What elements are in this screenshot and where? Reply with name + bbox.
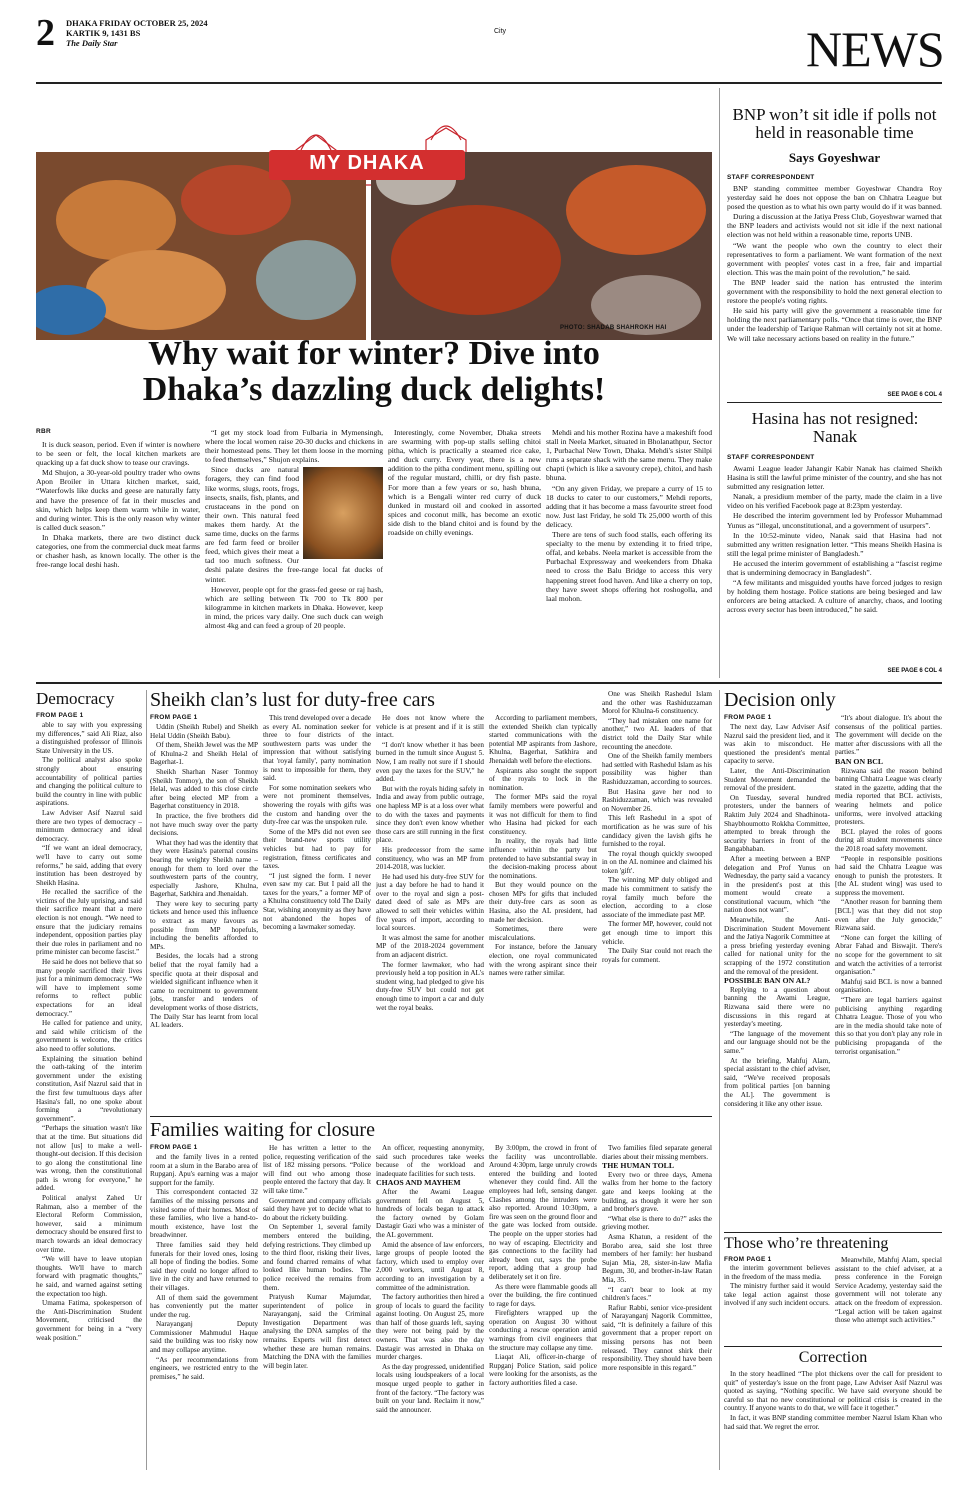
correction-body — [724, 1370, 942, 1470]
paragraph: Of them, Sheikh Jewel was the MP of Khulna-2 and Sheikh Helal of Bagerhat-1. — [150, 741, 258, 767]
paragraph: Amid the absence of law enforcers, large groups of people looted the factory, which used to employ over 2,000 workers, until August 8, according to an investigation by a committee of the administration. — [376, 1240, 484, 1292]
bnp-continued: SEE PAGE 6 COL 4 — [887, 392, 942, 398]
paragraph: On September 1, several family members entered the building, defying restrictions. They climbed up to the third floor, risking their lives, and found charred remains of what looked like human bodies. The police received the remains from them. — [263, 1223, 371, 1292]
paragraph: Aspirants also sought the support of the royals to lock in the nomination. — [489, 766, 597, 792]
paragraph: Some of the MPs did not even see their brand-new sports utility vehicles but had to pay for registration, fitness certificates and taxes. — [263, 827, 371, 871]
paragraph: Since ducks are natural foragers, they can find food like worms, slugs, roots, frogs, insects, snails, fish, plants, and crustaceans in the pond on their own. This natural feed makes them hardy. At the same time, ducks on the farms are fed farm feed or broiler feed, which gives their meat a tad too much softness. Our deshi palate desires the free-range local fat ducks of winter. — [205, 465, 383, 584]
paragraph: The former MP, however, could not get enough time to import this vehicle. — [602, 920, 712, 946]
paragraph: During a discussion at the Jatiya Press Club, Goyeshwar warned that the BNP leaders and activists would not sit idle if the next national election was not held within a reasonable time, reports UNB. — [727, 212, 942, 240]
paragraph: Awami League leader Jahangir Kabir Nanak has claimed Sheikh Hasina is still the lawful prime minister of the country, and she has not submitted any resignation letter. — [727, 464, 942, 492]
paragraph: “It's about dialogue. It's about the consensus of the political parties. The government will decide on the matter after discussions with all the parties.” — [835, 714, 942, 757]
paragraph: Explaining the situation behind the oath-taking of the interim government under the existing constitution, Asif Nazrul said that in the first few tumultuous days after Hasina's fall, no one spoke about forming a “revolutionary government”. — [36, 1054, 142, 1123]
paragraph: The factory authorities then hired a group of locals to guard the facility against looting. On August 25, more than half of those guards left, saying they were not being paid by the owners. That was also the day Dastagir was arrested in Dhaka on murder charges. — [376, 1293, 484, 1362]
date-text: DHAKA FRIDAY OCTOBER 25, 2024 — [66, 18, 208, 28]
paragraph: In practice, the five brothers did not have much sway over the party decisions. — [150, 811, 258, 838]
paragraph: It is duck season, period. Even if winter is nowhere to be seen or felt, the local kitchen markets are quacking up a fat duck show to tease our cravings. — [36, 440, 200, 468]
paragraph: Pratyush Kumar Majumdar, superintendent of police in Narayanganj, said the Criminal Investigation Department was analysing the DNA samples of the remains. Experts will first detect whether these are human remains. Matching the DNA with the families will begin later. — [263, 1293, 371, 1370]
bnp-headline: BNP won’t sit idle if polls not held in reasonable time — [732, 105, 937, 142]
paragraph: Mahfuj said BCL is now a banned organisation. — [835, 977, 942, 995]
paragraph: “As per recommendations from engineers, we restricted entry to the premises,” he said. — [150, 1355, 258, 1381]
sheikh-col-5 — [602, 690, 712, 1111]
paragraph: Three families said they held funerals for their loved ones, losing all hope of finding the bodies. Some said they could no longer afford to live in the city and have returned to their villages. — [150, 1240, 258, 1292]
decision-from: FROM PAGE 1 — [724, 714, 772, 721]
families-col-4 — [489, 1144, 597, 1473]
correction-rule — [724, 1346, 942, 1347]
sheikh-col-1 — [150, 723, 258, 1111]
paragraph: After a meeting between a BNP delegation and Prof Yunus on Wednesday, the party said a vacancy in the president's post at this moment would create a constitutional vacuum, which “the nation does not want”. — [724, 854, 830, 915]
paragraph: In reality, the royals had little influence within the party but pretended to have substantial sway in the decision-making process about the nominations. — [489, 837, 597, 880]
paragraph: The winning MP duly obliged and made his commitment to satisfy the royal family much before the election, according to a close associate of the immediate past MP. — [602, 876, 712, 919]
democracy-headline: Democracy — [36, 689, 115, 708]
families-col-2 — [263, 1144, 371, 1473]
paragraph: He recalled the sacrifice of the victims of the July uprising, and said their sacrifice meant that a mere election is not enough. “We need to ensure that the judiciary remains independent, opposition parties play their due roles in parliament and no prime minister can become fascist.” — [36, 888, 142, 957]
paragraph: “I can't bear to look at my children's faces.” — [602, 1285, 712, 1303]
paragraph: Uddin (Sheikh Rubel) and Sheikh Helal Uddin (Sheikh Babu). — [150, 723, 258, 740]
paragraph: But with the royals hiding safely in India and away from public outrage, one hapless MP is at a loss over what to do with the taxes and payments since they don't even know whether those cars are still running in the first place. — [376, 784, 484, 845]
paragraph: Meanwhile, Mahfuj Alam, special assistant to the chief adviser, at a press conference in the Foreign Service Academy, yesterday said the government will not tolerate any attack on the freedom of expression. “Legal action will be taken against those who attempt such activities.” — [835, 1256, 942, 1325]
sheikh-col-3 — [376, 714, 484, 1111]
bnp-byline: STAFF CORRESPONDENT — [727, 174, 815, 181]
paragraph: “They had mistaken one name for another,” two AL leaders of that district told the Daily Star while recounting the anecdote. — [602, 716, 712, 751]
paragraph: Narayanganj Deputy Commissioner Mahmudul Haque said the building was too risky now and may collapse anytime. — [150, 1320, 258, 1355]
democracy-from: FROM PAGE 1 — [36, 712, 84, 719]
paragraph: The Daily Star could not reach the royals for comment. — [602, 947, 712, 964]
paragraph: They were key to securing party tickets and hence used this influence to extract as many favours as possible from MP hopefuls, including the benefits afforded to MPs. — [150, 899, 258, 951]
paragraph: Every two or three days, Amena walks from her home to the factory gate and keeps looking at the building, as though it were her son and brother's grave. — [602, 1170, 712, 1214]
lead-col-2 — [205, 428, 383, 652]
paragraph: By 3:00pm, the crowd in front of the facility was uncontrollable. Around 4:30pm, large unruly crowds entered the building and looted whenever they could find. All the employees had left, sensing danger. Clashes among the intruders were also reported. Around 10:30pm, a fire was seen on the ground floor and the gate was locked from outside. The people on the upper stories had no way of escaping. Electricity and gas connections to the facility had already been cut, says the probe report, adding that a group had deliberately set it on fire. — [489, 1144, 597, 1281]
paragraph: “What else is there to do?” asks the grieving mother. — [602, 1214, 712, 1232]
paragraph: Liaqat Ali, officer-in-charge of Rupganj Police Station, said police were looking for the arsonists, as the factory authorities filed a case. — [489, 1353, 597, 1388]
paragraph: “There are legal barriers against publicising anything regarding Chhatra League. Those of you who are in the media should take note of this so that you don't play any role in publicising propaganda of the terrorist organisation.” — [835, 996, 942, 1056]
decision-headline: Decision only — [724, 689, 836, 711]
paragraph: This trend developed over a decade as every AL nomination seeker for three to four districts of the southwestern parts was under the impression that without satisfying that 'royal family', party nomination is next to impossible for them, they said. — [263, 714, 371, 783]
paragraph: There are tens of such food stalls, each offering its specialty to the menu by extending it to fried tripe, offal, and kebabs. Neela market is accessible from the Purbachal Expressway and weekenders from Dhaka need to cross the Balu Bridge to access this very happening street food haven. And like a cherry on top, they have sweet shops offering hot roshogolla, and laal mohon. — [546, 530, 712, 603]
lead-illustration — [36, 90, 712, 340]
paragraph: Rafiur Rabbi, senior vice-president of Narayanganj Nagorik Committee, said, “It is definitely a failure of this government that a proper report on missing persons has not been released. They cannot shirk their responsibility. They should have been more responsible in this regard.” — [602, 1303, 712, 1372]
paragraph: Later, the Anti-Discrimination Student Movement demanded the removal of the president. — [724, 766, 830, 793]
paragraph: The political analyst also spoke strongly about ensuring accountability of political parties and changing the political culture to build the country in line with public aspirations. — [36, 756, 142, 808]
decision-subhead-ban-al: POSSIBLE BAN ON AL? — [724, 976, 811, 986]
decision-col-2 — [835, 714, 942, 1228]
paragraph: He has written a letter to the police, requesting verification of the list of 182 missing persons. “Police will find out who among those people entered the factory that day. It will take time.” — [263, 1144, 371, 1195]
duck-curry-photo — [303, 467, 383, 559]
threat-col-2 — [835, 1256, 942, 1344]
paragraph: He had used his duty-free SUV for just a day before he had to hand it over to the royal and sign a post-dated deed of sale as MPs are allowed to sell their vehicles within five years of import, according to local sources. — [376, 872, 484, 933]
paragraph: “Another reason for banning them [BCL] was that they did not stop even after the July genocide,” Rizwana said. — [835, 898, 942, 933]
correction-headline: Correction — [798, 1349, 868, 1366]
paragraph: He said his party will give the government a reasonable time for holding the next parliamentary polls. “Once that time is over, the BNP under the leadership of Tarique Rahman will certainly not sit at home. We will take necessary actions based on reality in the future.” — [727, 306, 942, 343]
paragraph: “If we want an ideal democracy, we'll have to carry out some reforms,” he said, adding that every institution has been destroyed by Sheikh Hasina. — [36, 844, 142, 887]
col-divider — [146, 690, 147, 1470]
paragraph: “The language of the movement and our language should not be the same.” — [724, 1029, 830, 1055]
paragraph: Md Shujon, a 30-year-old poultry trader who owns Apon Broiler in Uttara kitchen market, said, “Waterfowls like ducks and geese are naturally fatty and have the presence of fat in their muscles and skin, which helps keep them warm while in water, and during winter. This is the only reason why winter is called duck season.” — [36, 468, 200, 532]
paragraph: One was Sheikh Rashedul Islam and the other was Rashiduzzaman Morol for Khulna-6 constituency. — [602, 690, 712, 716]
paragraph: “None can forget the killing of Abrar Fahad and Biswajit. There's no scope for the government to sit and watch the activities of a terrorist organisation.” — [835, 933, 942, 977]
paragraph: “On any given Friday, we prepare a curry of 15 to 18 ducks to cater to our customers,” Mehdi reports, adding that it has become a mass favourite street food now. Just last Friday, he sold Tk 25,000 worth of this delicacy. — [546, 483, 712, 529]
masthead-rule — [36, 82, 942, 84]
paragraph: He accused the interim government of establishing a “fascist regime that is undermining democracy in Bangladesh”. — [727, 558, 942, 578]
paragraph: According to parliament members, the extended Sheikh clan typically started communications with the potential MP aspirants from Jashore, Khulna, Bagerhat, Satkhira and Jhenaidah well before the elections. — [489, 714, 597, 765]
paragraph: the interim government believes in the freedom of the mass media. — [724, 1264, 830, 1281]
families-col-3 — [376, 1144, 484, 1473]
section-label: City — [494, 28, 507, 35]
threat-col-1 — [724, 1264, 830, 1344]
paragraph: But they would pounce on the chosen MPs for gifts that included their duty-free cars as soon as Hasina, also the AL president, had made her decision. — [489, 881, 597, 924]
paragraph: The former MPs said the royal family members were powerful and it was not difficult for them to find who Hasina had picked for each constituency. — [489, 793, 597, 836]
photo-credit: PHOTO: SHADAB SHAHROKH HAI — [560, 325, 667, 331]
democracy-body — [36, 721, 142, 1473]
paragraph: Rizwana said the reason behind banning Chhatra League was clearly stated in the gazette, adding that the media reported that BCL activists, wearing helmets and police uniforms, were involved attacking protesters. — [835, 766, 942, 827]
hasina-headline: Hasina has not resigned: Nanak — [751, 409, 919, 446]
lead-col-1 — [36, 440, 200, 652]
sheikh-from: FROM PAGE 1 — [150, 714, 198, 721]
paragraph: As there were flammable goods all over the building, the fire continued to rage for days. — [489, 1282, 597, 1308]
paragraph: Nanak, a presidium member of the party, made the claim in a live video on his verified Facebook page at 8:23pm yesterday. — [727, 492, 942, 511]
paragraph: He called for patience and unity, and said while criticism of the government is welcome, the critics also need to offer solutions. — [36, 1019, 142, 1053]
paragraph: The former lawmaker, who had previously held a top position in AL's student wing, had pledged to give his duty-free SUV but could not get enough time to import a car and duly wet the royal beaks. — [376, 960, 484, 1012]
paragraph: Firefighters wrapped up the operation on August 30 without conducting a rescue operation amid warnings from civil engineers that the structure may collapse any time. — [489, 1309, 597, 1352]
families-col-1 — [150, 1153, 258, 1473]
sheikh-col-4 — [489, 714, 597, 1111]
paragraph: Sometimes, there were miscalculations. — [489, 925, 597, 942]
paragraph: “Perhaps the situation wasn't like that at the time. But situations did not allow [us] to make a well-thought-out decision. If this decision to go along the constitutional line was wrong, then the constitutional path is wrong for everyone,” he added. — [36, 1124, 142, 1193]
paragraph: For instance, before the January election, one royal communicated with the wrong aspirant since their names were rather similar. — [489, 943, 597, 978]
lead-headline — [36, 336, 712, 407]
paragraph: For some nomination seekers who were not prominent themselves, showering the royals with gifts was the custom and handing over the duty-free car was the unspoken rule. — [263, 783, 371, 827]
paragraph: Political analyst Zahed Ur Rahman, also a member of the Electoral Reform Commission, however, said a minimum democracy should be ensured first to march towards an ideal democracy over time. — [36, 1194, 142, 1254]
lead-byline: RBR — [36, 428, 51, 435]
paragraph: Two families filed separate general diaries about their missing members. — [602, 1144, 712, 1161]
paragraph: But Hasina gave her nod to Rashiduzzaman, which was revealed on November 26. — [602, 787, 712, 813]
page-number: 2 — [36, 12, 55, 54]
paragraph: “I just signed the form. I never even saw my car. But I paid all the taxes for the years,” a former MP of a Khulna constituency told The Daily Star, wishing anonymity as they have not abandoned the hopes of becoming a lawmaker someday. — [263, 871, 371, 932]
bnp-body — [727, 184, 942, 389]
lead-col-4 — [546, 428, 712, 652]
paragraph: He described the interim government led by Professor Muhammad Yunus as “illegal, unconstitutional, and a government of usurpers”. — [727, 511, 942, 530]
lead-col-3 — [388, 428, 541, 652]
paragraph: At the briefing, Mahfuj Alam, special assistant to the chief adviser, said, “We've received proposals from political parties [on banning the AL]. The government is considering it like any other issue. — [724, 1056, 830, 1108]
families-headline: Families waiting for closure — [150, 1119, 375, 1141]
date-line — [66, 18, 208, 48]
bnp-subhead: Says Goyeshwar — [788, 150, 881, 165]
paragraph: This left Rashedul in a spot of mortification as he was sure of his candidacy given the lavish gifts he furnished to the royal. — [602, 814, 712, 849]
paragraph: His predecessor from the same constituency, who was an MP from 2014-2018, was luckier. — [376, 845, 484, 872]
decision-col-1 — [724, 723, 830, 1228]
paragraph: “We want the people who own the country to elect their representatives to form a parliament. We want formation of the next government with peoples' votes cast in a free, fair and impartial election. This was the main point of the revolution,” he said. — [727, 240, 942, 277]
paragraph: The next day, Law Adviser Asif Nazrul said the president lied, and it was akin to misconduct. He questioned the president's mental capacity to serve. — [724, 723, 830, 766]
paragraph: He said he does not believe that so many people sacrificed their lives just for a minimum democracy. “We will have to implement some reforms to reflect public expectations for an ideal democracy.” — [36, 958, 142, 1018]
families-subhead-chaos: CHAOS AND MAYHEM — [376, 1178, 461, 1188]
paragraph: “I don't know whether it has been burned in the tumult since August 5. Now, I am really not sure if I should even pay the taxes for the SUV,” he added. — [376, 740, 484, 784]
paragraph: “We will have to leave utopian thoughts. We'll have to march forward with pragmatic thoughts,” he said, and warned against setting the expectation too high. — [36, 1255, 142, 1298]
paragraph: Asma Khatun, a resident of the Borabo area, said she lost three members of her family: her husband Sujan Mia, 28, sister-in-law Mafia Begum, 30, and brother-in-law Ratan Mia, 35. — [602, 1232, 712, 1284]
paragraph: Mehdi and his mother Rozina have a makeshift food stall in Neela Market, situated in Bholanathpur, Sector 1, Purbachal New Town, Dhaka. Mehdi's sister Shilpi runs a separate shack with the same menu. They make chapti (which is like a savoury crepe), chitoi, and hash bhuna. — [546, 428, 712, 483]
paragraph: It was almost the same for another MP of the 2018-2024 government from an adjacent district. — [376, 933, 484, 960]
paragraph: Meanwhile, the Anti-Discrimination Student Movement and the Jatiya Nagorik Committee at a press briefing yesterday evening called for national unity for the scrapping of the 1972 constitution and the removal of the president. — [724, 916, 830, 976]
paragraph: All of them said the government has conveniently put the matter under the rug. — [150, 1293, 258, 1319]
paragraph: Law Adviser Asif Nazrul said there are two types of democracy – minimum democracy and ideal democracy. — [36, 808, 142, 843]
paragraph: One of the Sheikh family members had settled with Rashedul Islam as his possibility was higher than Rashiduzzaman, according to sources. — [602, 752, 712, 786]
fold-rule — [36, 682, 942, 684]
paragraph: He does not know where the vehicle is at present and if it is still intact. — [376, 714, 484, 740]
bangla-date: KARTIK 9, 1431 BS — [66, 28, 141, 38]
lead-headline-line1: Why wait for winter? Dive into — [148, 335, 600, 372]
paragraph: In the 10:52-minute video, Nanak said that Hasina had not submitted any written resignation letter. “This means Sheikh Hasina is still the legal prime minister of Bangladesh.” — [727, 530, 942, 558]
sheikh-headline: Sheikh clan’s lust for duty-free cars — [150, 689, 435, 711]
paragraph: and the family lives in a rented room at a slum in the Barabo area of Rupganj. Apu's earning was a major support for the family. — [150, 1153, 258, 1187]
sheikh-col-2 — [263, 714, 371, 1111]
paragraph: BNP standing committee member Goyeshwar Chandra Roy yesterday said he does not oppose the ban on Chhatra League but posed the question as to what his own party would do if it was banned. — [727, 184, 942, 212]
section-title: NEWS — [806, 21, 944, 77]
paragraph: BCL played the roles of goons during all student movements since the 2018 road safety movement. — [835, 827, 942, 853]
paragraph: “A few militants and misguided youths have forced judges to resign by holding them hostage. Police stations are being besieged and law enforcers are being attacked. A culture of anarchy, chaos, and looting across every sector has been introduced,” he said. — [727, 578, 942, 615]
paragraph: In Dhaka markets, there are two distinct duck categories, one from the commercial duck meat farms or chasher hash, as known locally. The other is the free-range local deshi hash. — [36, 532, 200, 570]
hasina-body — [727, 464, 942, 664]
decision-subhead-bcl: BAN ON BCL — [835, 756, 884, 766]
paragraph: Umama Fatima, spokesperson of the Anti-Discrimination Student Movement, criticised the government for being in a “very weak position.” — [36, 1299, 142, 1342]
paragraph: What they had was the identity that they were Hasina's paternal cousins bearing the weighty Sheikh name – enough for them to lord over the southwestern parts of the country, especially Jashore, Khulna, Bagerhat, Satkhira and Jhenaidah. — [150, 838, 258, 899]
paragraph: However, people opt for the grass-fed geese or raj hash, which are selling between Tk 700 to Tk 800 per kilogramme in kitchen markets in Dhaka. However, keep in mind, the prices vary daily. One such duck can weigh almost 4kg and can feed a group of 20 people. — [205, 584, 383, 630]
right-rail-divider — [719, 88, 720, 678]
paragraph: This correspondent contacted 32 families of the missing persons and visited some of their homes. Most of these families, who live a hand-to-mouth existence, have lost the breadwinner. — [150, 1188, 258, 1240]
paragraph: “People in responsible positions had said the Chhatra League was enough to punish the protesters. It [the AL student wing] was used to suppress the movement. — [835, 854, 942, 897]
hasina-continued: SEE PAGE 6 COL 4 — [887, 668, 942, 674]
paragraph: As the day progressed, unidentified locals using loudspeakers of a local mosque urged people to gather in front of the factory. “The factory was built on your land. Reclaim it now,” said the announcer. — [376, 1362, 484, 1414]
paragraph: In fact, it was BNP standing committee member Nazrul Islam Khan who had said that. We regret the error. — [724, 1413, 942, 1431]
paragraph: In the story headlined “The plot thickens over the call for president to quit” of yesterday's issue on the front page, Law Adviser Asif Nazrul was quoted as saying, “Nothing specific. We have said everyone should be careful so that no new constitutional or political crisis is created in the country. If anyone wants to do that, we will face it together.” — [724, 1370, 942, 1413]
paragraph: On Tuesday, several hundred protesters, under the banners of Raktim July 2024 and Shadhinota-Shaybhoumotto Rokkha Committee, attempted to break through the security barriers in front of the Bangabhaban. — [724, 793, 830, 854]
paper-name: The Daily Star — [66, 38, 118, 48]
paragraph: The royal though quickly swooped in on the AL nominee and claimed his token 'gift'. — [602, 849, 712, 875]
paragraph: Government and company officials said they have yet to decide what to do about the rickety building. — [263, 1196, 371, 1222]
threat-from: FROM PAGE 1 — [724, 1256, 772, 1263]
paragraph: Sheikh Sharhan Naser Tonmoy (Sheikh Tonmoy), the son of Sheikh Helal, was added to this close circle after being elected MP from a Bagerhat constituency in 2018. — [150, 767, 258, 811]
threat-rule — [724, 1232, 942, 1233]
paragraph: able to say with you expressing my differences,” said Ali Riaz, also a distinguished professor of Illinois State University in the US. — [36, 721, 142, 755]
paragraph: The ministry further said it would take legal action against those involved if any such incident occurs. — [724, 1282, 830, 1308]
rail-rule — [727, 402, 942, 403]
families-rule — [150, 1116, 712, 1117]
col-divider — [719, 690, 720, 1470]
paragraph: An officer, requesting anonymity, said such procedures take weeks because of the workload and inadequate facilities for such tests. — [376, 1144, 484, 1178]
my-dhaka-banner-text: MY DHAKA — [309, 152, 425, 174]
lead-headline-line2: Dhaka’s dazzling duck delights! — [142, 370, 606, 408]
paragraph: After the Awami League government fell on August 5, hundreds of locals began to attack the factory owned by Golam Dastagir Gazi who was a minister of the AL government. — [376, 1187, 484, 1239]
paragraph: Replying to a question about banning the Awami League, Rizwana said there were no discussions in this regard at yesterday's meeting. — [724, 985, 830, 1029]
families-from: FROM PAGE 1 — [150, 1144, 198, 1151]
paragraph: Besides, the locals had a strong belief that the royal family had a specific quota at their disposal and wielded significant influence when it came to recruitment to government jobs, transfer and tenders of development works of those districts, The Daily Star has learnt from local AL leaders. — [150, 952, 258, 1030]
paragraph: The BNP leader said the nation has entrusted the interim government with the responsibility to hold the next general election to restore the people's voting rights. — [727, 277, 942, 306]
threat-headline: Those who’re threatening — [724, 1235, 889, 1252]
families-col-5 — [602, 1144, 712, 1473]
hasina-byline: STAFF CORRESPONDENT — [727, 454, 815, 461]
families-subhead-toll: THE HUMAN TOLL — [602, 1161, 675, 1171]
paragraph: “I get my stock load from Fulbaria in Mymensingh, where the local women raise 20-30 ducks and chickens in their homestead pens. They let them loose in the morning to feed themselves,” Shujon explains. — [205, 428, 383, 465]
paragraph: Interestingly, come November, Dhaka streets are swarming with pop-up stalls selling chitoi pitha, which is practically a steamed rice cake, and duck curry. Every year, there is a new addition to the pitha condiment menu, spilling out of the regular mustard, chilli, or dry fish paste. For more than a few years or so, hash bhuna, which is a Bengali winter red curry of duck dunked in mustard oil and cooked in assorted spices and coconut milk, has become an exotic side dish to the bland chitoi and is found by the roadside on chilly evenings. — [388, 428, 541, 538]
